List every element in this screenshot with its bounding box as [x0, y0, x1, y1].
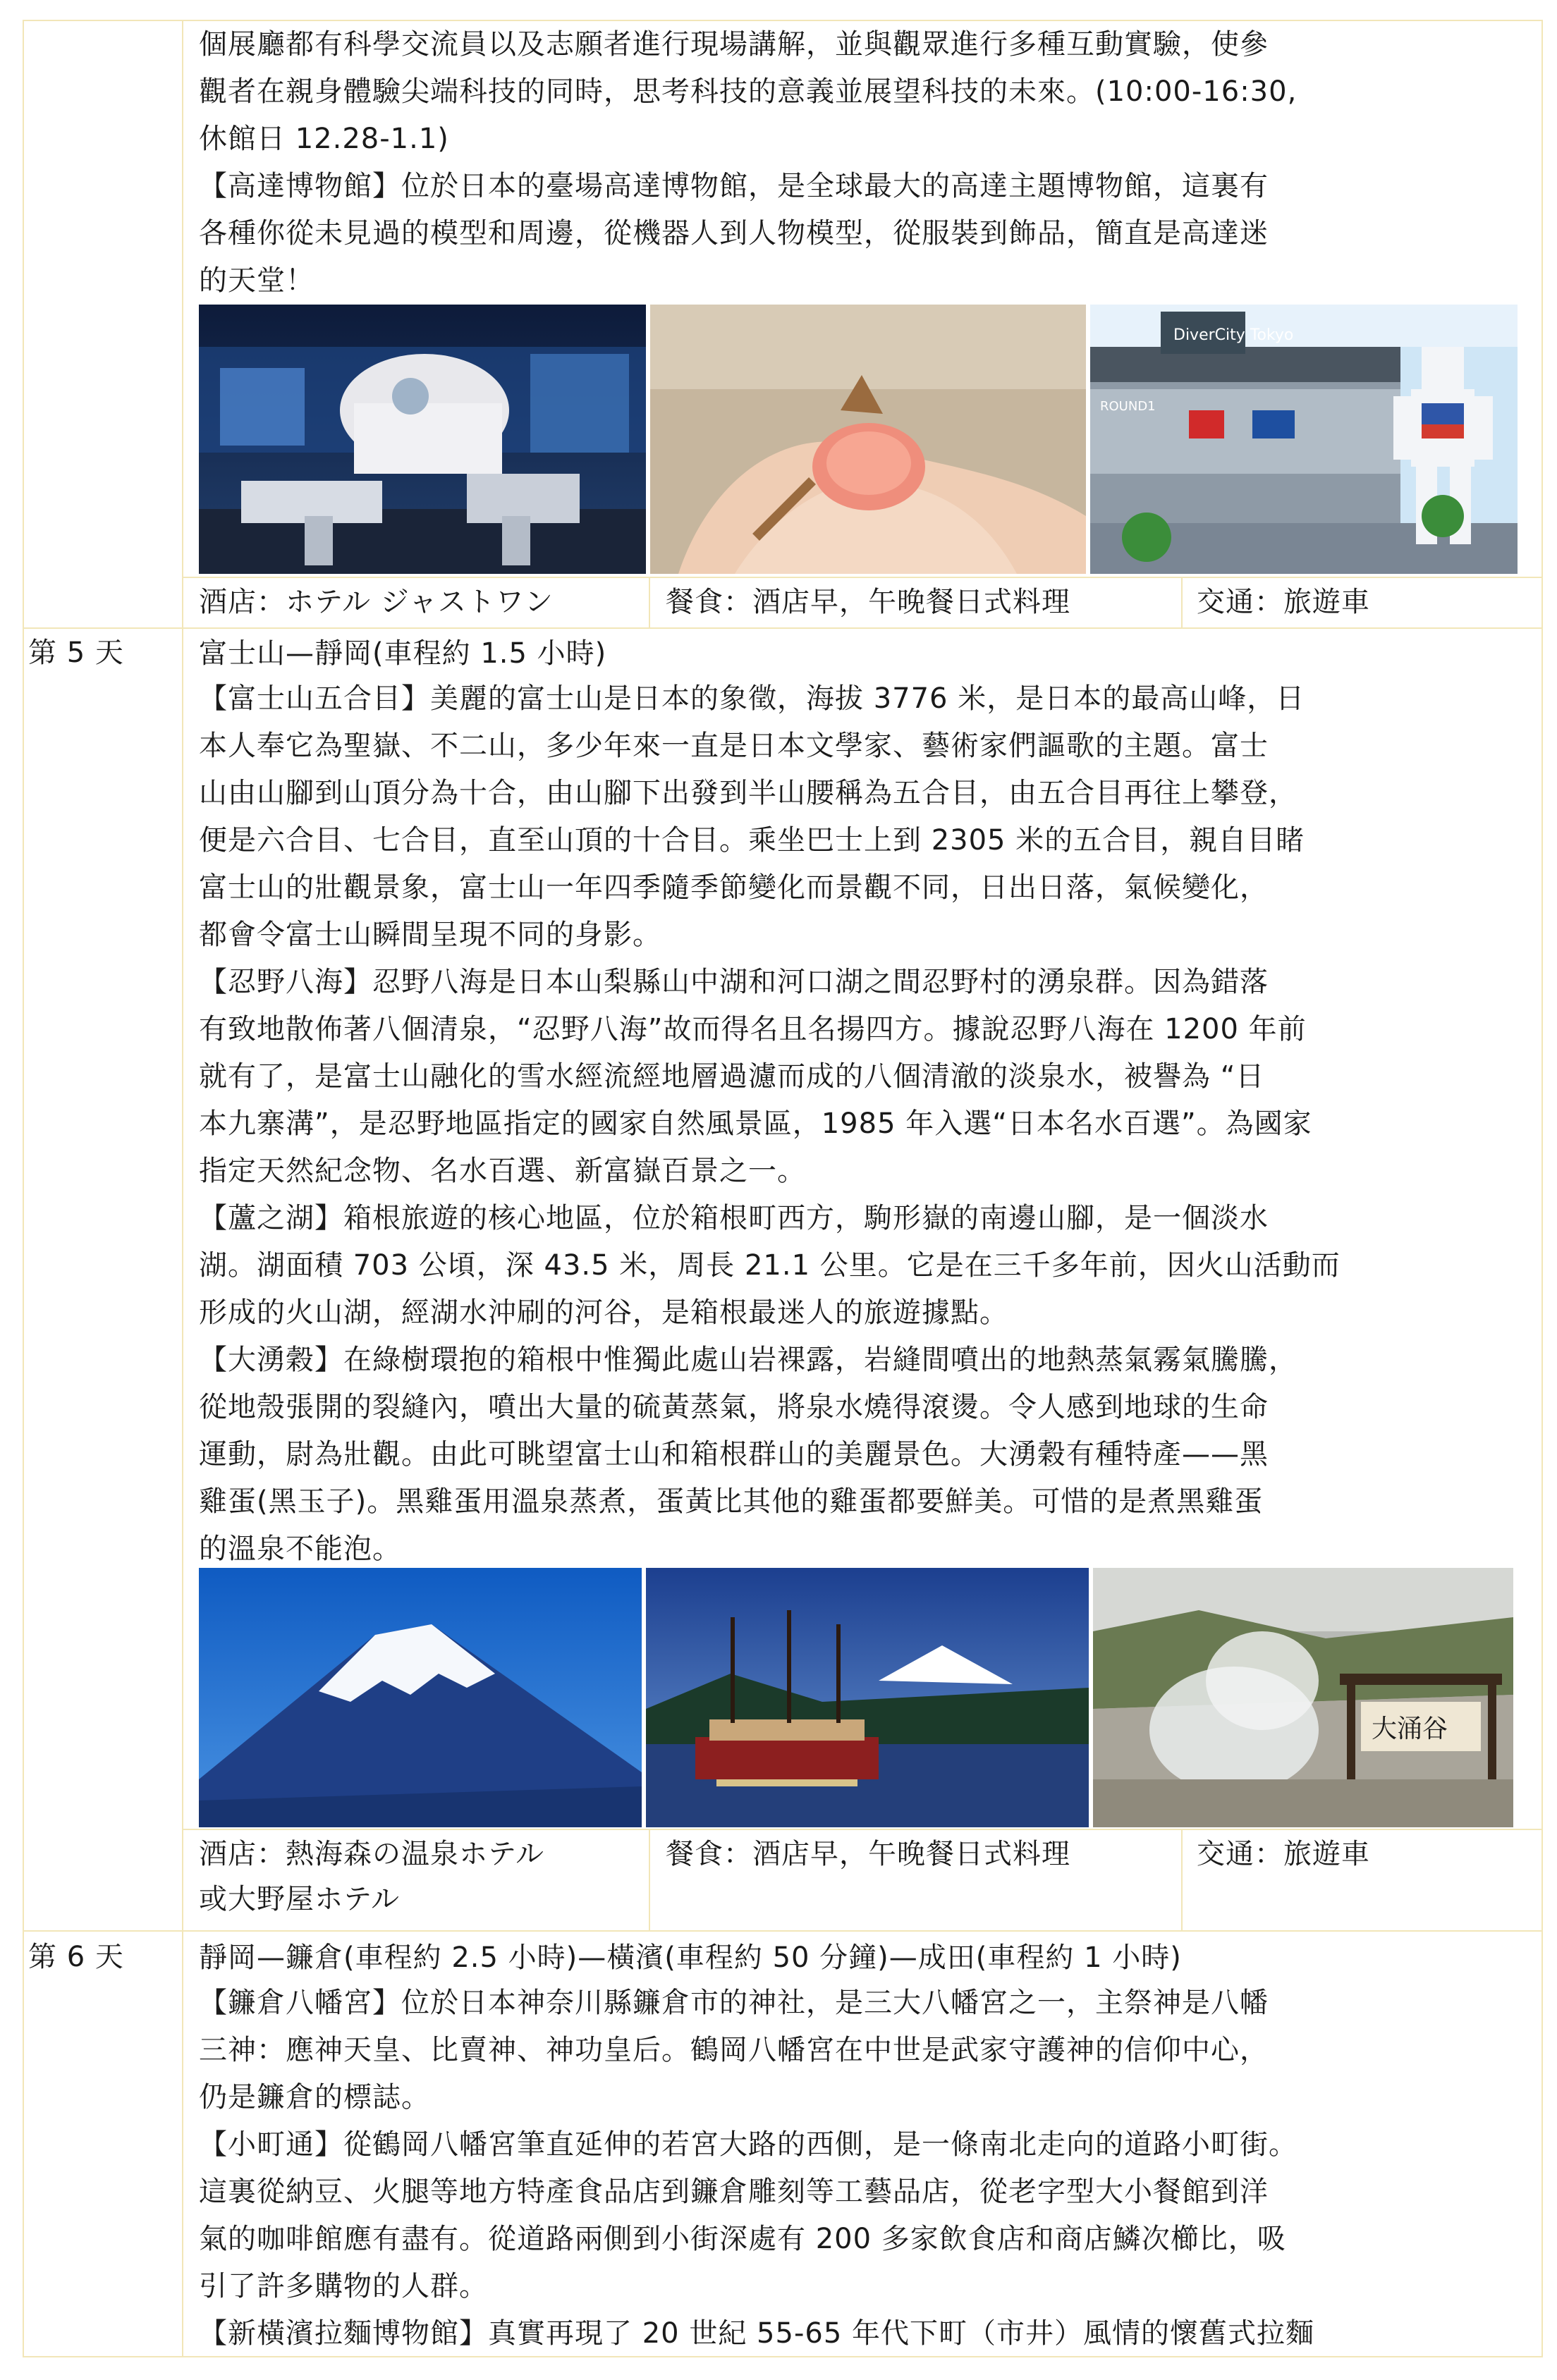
text-line: 本九寨溝”，是忍野地區指定的國家自然風景區，1985 年入選“日本名水百選”。為國家: [199, 1108, 1312, 1140]
day4-footer-top: [182, 577, 1543, 578]
day5-owaku-paragraph: [199, 1337, 1523, 1573]
text-line: 仍是鐮倉的標誌。: [199, 2081, 430, 2114]
day5-meal: 餐食：酒店早，午晚餐日式料理: [666, 1838, 1070, 1870]
text-line: 都會令富士山瞬間呈現不同的身影。: [199, 919, 661, 951]
gundam-statue-photo: [1090, 305, 1518, 574]
day4-intro-paragraph: [199, 21, 1523, 163]
text-line: 個展廳都有科學交流員以及志願者進行現場講解，並與觀眾進行多種互動實驗，使參: [199, 28, 1269, 61]
text-line: 的溫泉不能泡。: [199, 1533, 401, 1565]
text-line: 本人奉它為聖嶽、不二山，多少年來一直是日本文學家、藝術家們謳歌的主題。富士: [199, 730, 1269, 762]
day5-footer-div1: [649, 1829, 650, 1932]
text-line: 三神：應神天皇、比賣神、神功皇后。鶴岡八幡宮在中世是武家守護神的信仰中心，: [199, 2034, 1269, 2066]
text-line: 或大野屋ホテル: [199, 1883, 400, 1915]
day5-oshino-paragraph: [199, 959, 1523, 1195]
day5-footer-top: [182, 1829, 1543, 1830]
text-line: 形成的火山湖，經湖水沖刷的河谷，是箱根最迷人的旅遊據點。: [199, 1296, 1008, 1329]
text-line: 雞蛋(黑玉子)。黑雞蛋用溫泉蒸煮，蛋黃比其他的雞蛋都要鮮美。可惜的是煮黑雞蛋: [199, 1485, 1264, 1518]
text-line: 氣的咖啡館應有盡有。從道路兩側到小街深處有 200 多家飲食店和商店鱗次櫛比，吸: [199, 2223, 1286, 2255]
day4-footer-div2: [1181, 577, 1183, 629]
day5-transport: 交通：旅遊車: [1197, 1838, 1370, 1870]
day4-hotel: 酒店：ホテル ジャストワン: [199, 586, 554, 618]
day5-fuji-paragraph: [199, 675, 1523, 959]
day5-label: 第 5 天: [28, 637, 124, 669]
table-right-border: [1541, 20, 1543, 2357]
day6-route: [199, 1934, 1523, 1982]
text-line: 從地殼張開的裂縫內，噴出大量的硫黃蒸氣，將泉水燒得滾燙。令人感到地球的生命: [199, 1391, 1269, 1423]
day6-komachi-paragraph: [199, 2121, 1523, 2310]
text-line: 【富士山五合目】美麗的富士山是日本的象徵，海拔 3776 米，是日本的最高山峰，日: [199, 682, 1305, 715]
divercity-sign: DiverCity Tokyo: [1173, 326, 1294, 344]
day4-footer-div1: [649, 577, 650, 629]
day6-hachimangu-paragraph: [199, 1980, 1523, 2121]
day5-ashi-paragraph: [199, 1195, 1523, 1337]
text-line: 休館日 12.28-1.1): [199, 123, 449, 155]
text-line: 【高達博物館】位於日本的臺場高達博物館，是全球最大的高達主題博物館，這裏有: [199, 170, 1269, 202]
text-line: 就有了，是富士山融化的雪水經流經地層過濾而成的八個清澈的淡泉水，被譽為 “日: [199, 1060, 1265, 1093]
owakudani-valley-photo: [1093, 1568, 1513, 1827]
text-line: 富士山—靜岡(車程約 1.5 小時): [199, 637, 607, 670]
day4-transport: 交通：旅遊車: [1197, 586, 1370, 618]
mount-fuji-photo: [199, 1568, 642, 1827]
table-left-border: [23, 20, 24, 2357]
day4-row-bottom: [23, 627, 1543, 629]
text-line: 這裏從納豆、火腿等地方特產食品店到鐮倉雕刻等工藝品店，從老字型大小餐館到洋: [199, 2176, 1269, 2208]
day-column-divider: [182, 20, 183, 2357]
round1-sign: ROUND1: [1100, 399, 1156, 414]
text-line: 有致地散佈著八個清泉，“忍野八海”故而得名且名揚四方。據說忍野八海在 1200 年前: [199, 1013, 1307, 1045]
pirate-ship-lake-photo: [646, 1568, 1089, 1827]
text-line: 富士山的壯觀景象，富士山一年四季隨季節變化而景觀不同，日出日落，氣候變化，: [199, 871, 1269, 904]
day5-hotel: [199, 1832, 544, 1922]
text-line: 山由山腳到山頂分為十合，由山腳下出發到半山腰稱為五合目，由五合目再往上攀登，: [199, 777, 1298, 809]
text-line: 酒店：熱海森の温泉ホテル: [199, 1838, 544, 1870]
text-line: 觀者在親身體驗尖端科技的同時，思考科技的意義並展望科技的未來。(10:00-16:30,: [199, 75, 1298, 108]
museum-exhibit-photo: [199, 305, 646, 574]
day4-meal: 餐食：酒店早，午晚餐日式料理: [666, 586, 1070, 618]
day5-row-bottom: [23, 1930, 1543, 1932]
owakudani-sign: 大涌谷: [1372, 1715, 1448, 1743]
text-line: 【小町通】從鶴岡八幡宮筆直延伸的若宮大路的西側，是一條南北走向的道路小町街。: [199, 2128, 1298, 2161]
day6-label: 第 6 天: [28, 1941, 124, 1973]
text-line: 指定天然紀念物、名水百選、新富嶽百景之一。: [199, 1155, 806, 1187]
text-line: 的天堂！: [199, 264, 315, 297]
day5-footer-div2: [1181, 1829, 1183, 1932]
text-line: 靜岡—鐮倉(車程約 2.5 小時)—橫濱(車程約 50 分鐘)—成田(車程約 1 小時): [199, 1942, 1182, 1974]
text-line: 各種你從未見過的模型和周邊，從機器人到人物模型，從服裝到飾品，簡直是高達迷: [199, 217, 1269, 250]
text-line: 【新橫濱拉麵博物館】真實再現了 20 世紀 55-65 年代下町（市井）風情的懷舊式拉麵: [199, 2317, 1314, 2350]
text-line: 引了許多購物的人群。: [199, 2270, 488, 2302]
day5-route: [199, 630, 1523, 677]
day4-gundam-paragraph: [199, 163, 1523, 305]
text-line: 【大湧穀】在綠樹環抱的箱根中惟獨此處山岩裸露，岩縫間噴出的地熱蒸氣霧氣騰騰，: [199, 1344, 1298, 1376]
day6-ramen-paragraph: [199, 2310, 1523, 2357]
text-line: 便是六合目、七合目，直至山頂的十合目。乘坐巴士上到 2305 米的五合目，親自目睹: [199, 824, 1305, 857]
text-line: 【忍野八海】忍野八海是日本山梨縣山中湖和河口湖之間忍野村的湧泉群。因為錯落: [199, 966, 1269, 998]
text-line: 湖。湖面積 703 公頃，深 43.5 米，周長 21.1 公里。它是在三千多年前，因火山活動而: [199, 1249, 1341, 1282]
text-line: 運動，尉為壯觀。由此可眺望富士山和箱根群山的美麗景色。大湧穀有種特產——黑: [199, 1438, 1269, 1471]
text-line: 【蘆之湖】箱根旅遊的核心地區，位於箱根町西方，駒形嶽的南邊山腳，是一個淡水: [199, 1202, 1269, 1234]
wagashi-sweet-photo: [650, 305, 1086, 574]
text-line: 【鐮倉八幡宮】位於日本神奈川縣鐮倉市的神社，是三大八幡宮之一，主祭神是八幡: [199, 1987, 1269, 2019]
